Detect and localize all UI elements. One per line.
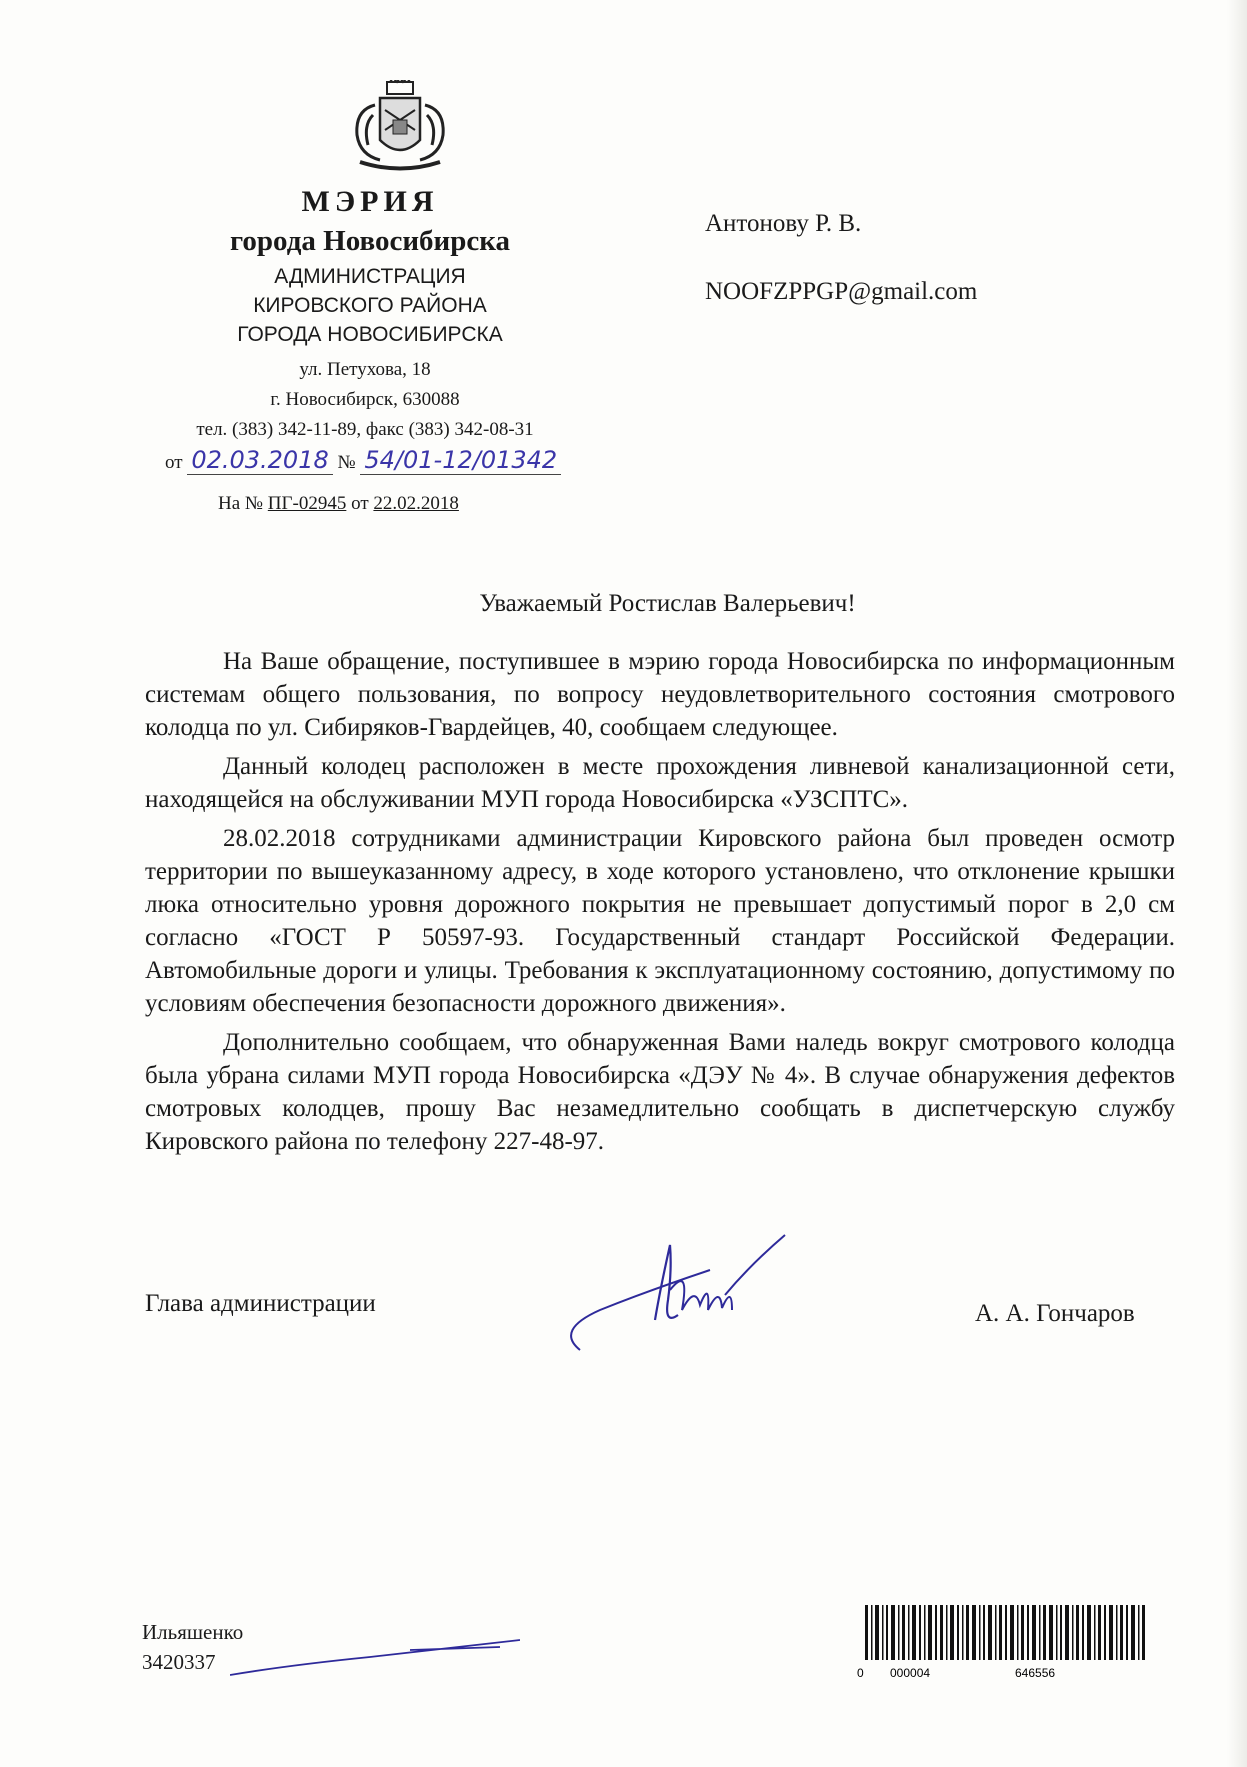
- reply-date: 22.02.2018: [373, 493, 459, 514]
- barcode-digit-group1: 000004: [890, 1666, 931, 1680]
- phone-fax: тел. (383) 342-11-89, факс (383) 342-08-31: [196, 419, 534, 440]
- reply-reference: На № ПГ-02945 от 22.02.2018: [218, 493, 459, 514]
- signatory-title: Глава администрации: [145, 1290, 376, 1317]
- greeting: Уважаемый Ростислав Валерьевич!: [479, 590, 856, 617]
- org-address: [160, 355, 570, 445]
- barcode-digit-prefix: 0: [857, 1666, 864, 1680]
- registration-number: 54/01-12/01342: [360, 446, 561, 475]
- registration-date: 02.03.2018: [187, 446, 332, 475]
- paragraph: Данный колодец расположен в месте прохождения ливневой канализационной сети, находящейся на обслуживании МУП города Новосибирска «УЗСПТС».: [145, 753, 1175, 813]
- handwritten-stroke: [230, 1635, 520, 1680]
- registration-line: от 02.03.2018 № 54/01-12/01342: [165, 446, 685, 474]
- addressee-email: NOOFZPPGP@gmail.com: [705, 278, 978, 305]
- paragraph: Дополнительно сообщаем, что обнаруженная Вами наледь вокруг смотрового колодца была убрана силами МУП города Новосибирска «ДЭУ № 4». В случае обнаружения дефектов смотровых колодцев, прошу Вас незамедлительно сообщать в диспетчерскую службу Кировского района по телефону 227-48-97.: [145, 1029, 1175, 1155]
- city-postcode: г. Новосибирск, 630088: [270, 389, 460, 410]
- letter-body: [145, 645, 1175, 1164]
- executor-phone: 3420337: [142, 1650, 216, 1674]
- barcode: [855, 1605, 1155, 1685]
- reply-number: ПГ-02945: [267, 493, 347, 514]
- coat-of-arms-emblem: [335, 80, 465, 180]
- scan-edge: [1227, 0, 1247, 1767]
- executor-name: Ильяшенко: [142, 1620, 244, 1644]
- org-administration: АДМИНИСТРАЦИЯ КИРОВСКОГО РАЙОНА ГОРОДА НОВОСИБИРСКА: [237, 265, 503, 346]
- signatory-name: А. А. Гончаров: [975, 1300, 1135, 1327]
- addressee: Антонову Р. В.: [705, 210, 862, 237]
- handwritten-signature: [560, 1230, 810, 1360]
- paragraph: 28.02.2018 сотрудниками администрации Кировского района был проведен осмотр территории по вышеуказанному адресу, в ходе которого установлено, что отклонение крышки люка относительно уровня дорожного покрытия не превышает допустимый порог в 2,0 см согласно «ГОСТ Р 50597-93. Государственный стандарт Российской Федерации. Автомобильные дороги и улицы. Требования к эксплуатационному состоянию, допустимому по условиям обеспечения безопасности дорожного движения».: [145, 825, 1175, 1017]
- org-name-mayoralty: МЭРИЯ: [301, 185, 439, 218]
- street-address: ул. Петухова, 18: [299, 359, 431, 380]
- paragraph: На Ваше обращение, поступившее в мэрию города Новосибирска по информационным системам общего пользования, по вопросу неудовлетворительного состояния смотрового колодца по ул. Сибиряков-Гвардейцев, 40, сообщаем следующее.: [145, 648, 1175, 741]
- org-name-city: города Новосибирска: [229, 225, 511, 257]
- barcode-digit-group2: 646556: [1015, 1666, 1056, 1680]
